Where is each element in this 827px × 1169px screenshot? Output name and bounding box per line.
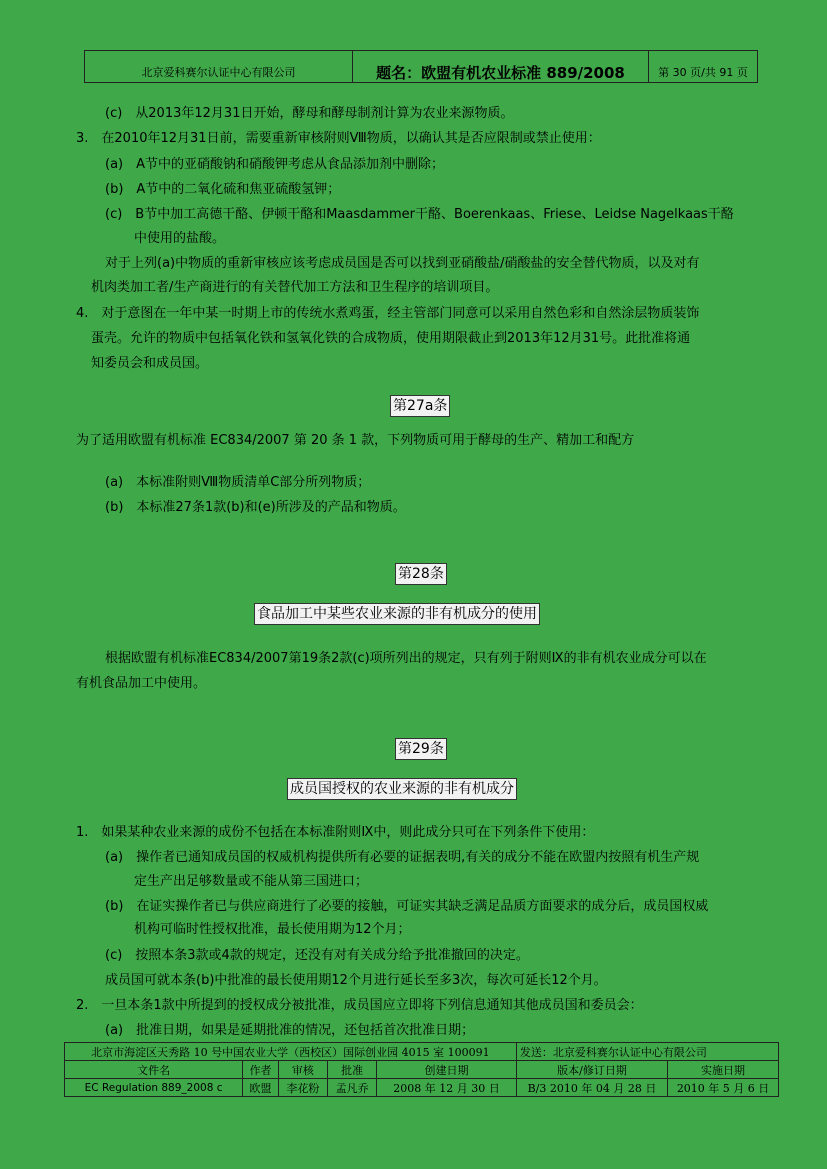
text-line: (a) 操作者已通知成员国的权威机构提供所有必要的证据表明,有关的成分不能在欧盟内按照有机生产规: [105, 850, 700, 865]
text-line: 中使用的盐酸。: [134, 231, 226, 246]
footer-value-cell: EC Regulation 889_2008 c: [65, 1079, 243, 1097]
header-page-number: 第 30 页/共 91 页: [658, 66, 748, 79]
article-title: 食品加工中某些农业来源的非有机成分的使用: [254, 603, 540, 625]
page-footer: [64, 1042, 779, 1097]
text-line: 知委员会和成员国。: [91, 356, 209, 371]
footer-header-cell: 批准: [328, 1061, 377, 1079]
footer-header-cell: 创建日期: [377, 1061, 517, 1079]
footer-value-cell: 李花粉: [278, 1079, 327, 1097]
article-title: 成员国授权的农业来源的非有机成分: [287, 778, 517, 800]
text-line: 根据欧盟有机标准EC834/2007第19条2款(c)项所列出的规定，只有列于附则Ⅸ的非有机农业成分可以在: [105, 651, 707, 666]
page-header: [84, 50, 758, 83]
text-line: 成员国可就本条(b)中批准的最长使用期12个月进行延长至多3次，每次可延长12个月。: [105, 973, 607, 988]
text-line: 蛋壳。允许的物质中包括氧化铁和氢氧化铁的合成物质，使用期限截止到2013年12月31号。此批准将通: [91, 331, 691, 346]
text-line: (a) A节中的亚硝酸钠和硝酸钾考虑从食品添加剂中删除；: [105, 157, 445, 172]
text-line: 1. 如果某种农业来源的成份不包括在本标准附则Ⅸ中，则此成分只可在下列条件下使用：: [76, 825, 595, 840]
footer-header-cell: 作者: [243, 1061, 279, 1079]
header-company: 北京爱科赛尔认证中心有限公司: [85, 51, 353, 82]
text-line: 定生产出足够数量或不能从第三国进口；: [134, 874, 369, 889]
footer-header-cell: 文件名: [65, 1061, 243, 1079]
footer-value-cell: 欧盟: [243, 1079, 279, 1097]
footer-value-cell: B/3 2010 年 04 月 28 日: [516, 1079, 667, 1097]
text-line: (b) 本标准27条1款(b)和(e)所涉及的产品和物质。: [105, 500, 406, 515]
text-line: 3. 在2010年12月31日前，需要重新审核附则Ⅷ物质，以确认其是否应限制或禁止使用：: [76, 131, 601, 146]
text-line: 有机食品加工中使用。: [76, 676, 207, 691]
article-heading: 第27a条: [390, 395, 450, 417]
footer-header-cell: 版本/修订日期: [516, 1061, 667, 1079]
footer-value-cell: 孟凡乔: [328, 1079, 377, 1097]
text-line: (c) 从2013年12月31日开始，酵母和酵母制剂计算为农业来源物质。: [105, 106, 514, 121]
footer-header-cell: 实施日期: [668, 1061, 779, 1079]
text-line: 为了适用欧盟有机标准 EC834/2007 第 20 条 1 款，下列物质可用于酵母的生产、精加工和配方: [76, 433, 635, 448]
header-title: 题名：欧盟有机农业标准 889/2008: [353, 51, 649, 82]
footer-value-cell: 2008 年 12 月 30 日: [377, 1079, 517, 1097]
text-line: 对于上列(a)中物质的重新审核应该考虑成员国是否可以找到亚硝酸盐/硝酸盐的安全替代物质，以及对有: [105, 256, 700, 271]
article-heading: 第29条: [395, 738, 447, 760]
text-line: (b) 在证实操作者已与供应商进行了必要的接触，可证实其缺乏满足品质方面要求的成分后，成员国权威: [105, 899, 709, 914]
text-line: 4. 对于意图在一年中某一时期上市的传统水煮鸡蛋，经主管部门同意可以采用自然色彩和自然涂层物质装饰: [76, 306, 700, 321]
text-line: (a) 批准日期，如果是延期批准的情况，还包括首次批准日期；: [105, 1023, 475, 1038]
text-line: 2. 一旦本条1款中所提到的授权成分被批准，成员国应立即将下列信息通知其他成员国和委员会：: [76, 998, 643, 1013]
footer-issuer: 发送：北京爱科赛尔认证中心有限公司: [516, 1043, 778, 1061]
footer-header-cell: 审核: [278, 1061, 327, 1079]
text-line: 机构可临时性授权批准，最长使用期为12个月；: [134, 922, 411, 937]
footer-value-cell: 2010 年 5 月 6 日: [668, 1079, 779, 1097]
text-line: 机肉类加工者/生产商进行的有关替代加工方法和卫生程序的培训项目。: [91, 280, 499, 295]
text-line: (c) B节中加工高德干酪、伊顿干酪和Maasdammer干酪、Boerenkaas、Friese、Leidse Nagelkaas干酪: [105, 207, 734, 222]
text-line: (b) A节中的二氧化硫和焦亚硫酸氢钾；: [105, 182, 341, 197]
text-line: (a) 本标准附则Ⅷ物质清单C部分所列物质；: [105, 475, 371, 490]
text-line: (c) 按照本条3款或4款的规定，还没有对有关成分给予批准撤回的决定。: [105, 948, 529, 963]
footer-address: 北京市海淀区天秀路 10 号中国农业大学（西校区）国际创业园 4015 室 100091: [65, 1043, 517, 1061]
article-heading: 第28条: [395, 563, 447, 585]
